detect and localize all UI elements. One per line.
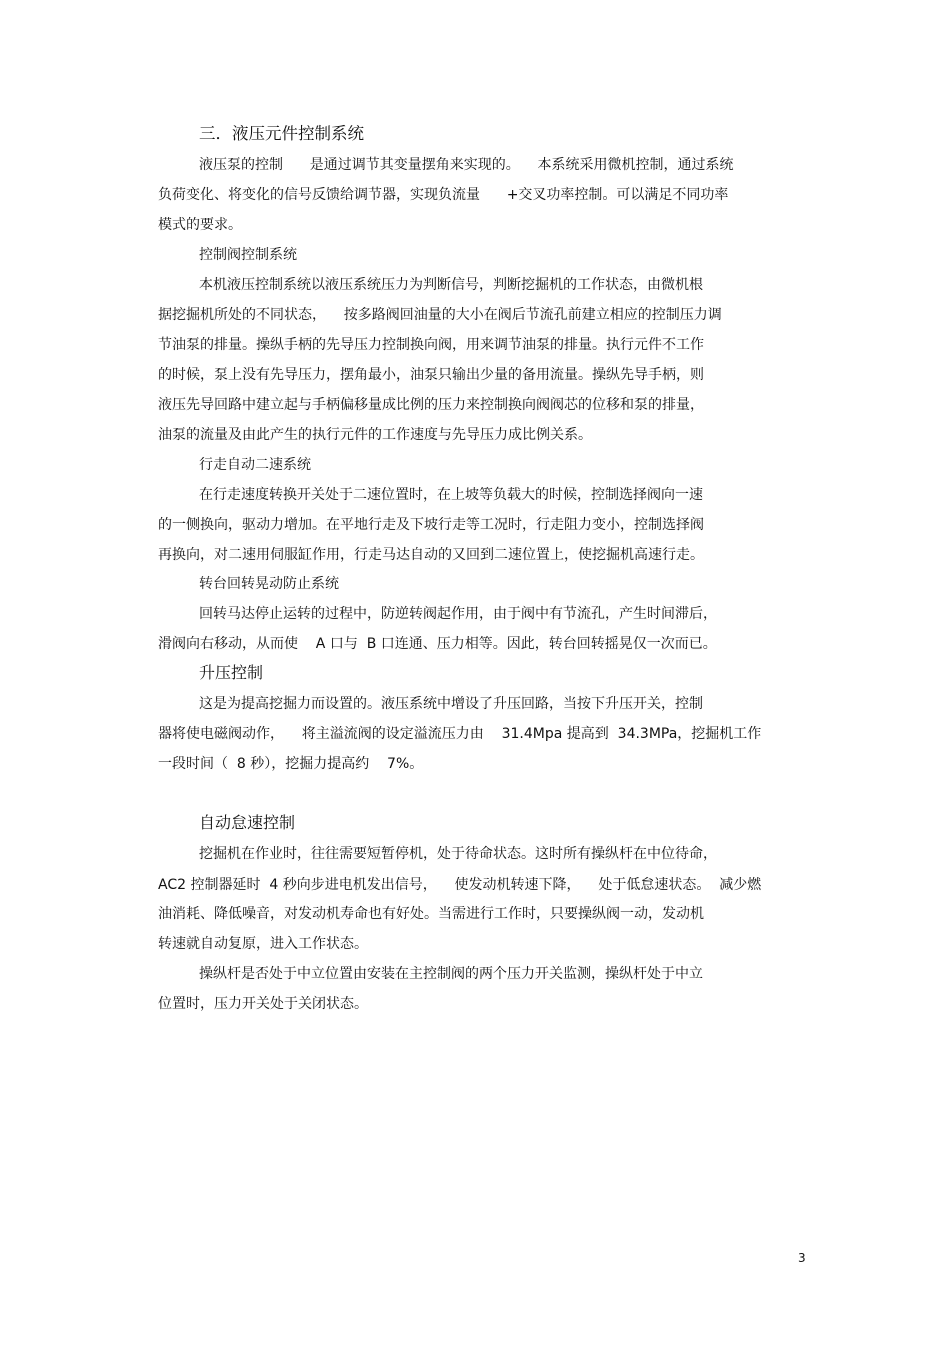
page-number: 3 [798,1251,806,1265]
valve-paragraph-line: 油泵的流量及由此产生的执行元件的工作速度与先导压力成比例关系。 [158,427,592,443]
boost-paragraph-line: 器将使电磁阀动作， 将主溢流阀的设定溢流压力由 31.4Mpa 提高到 34.3MPa，挖掘机工作 [158,726,762,742]
boost-paragraph-line: 一段时间（ 8 秒），挖掘力提高约 7%。 [158,756,424,772]
pump-paragraph-line: 负荷变化、将变化的信号反馈给调节器，实现负流量 +交叉功率控制。可以满足不同功率 [158,187,729,203]
lever-paragraph-line: 位置时，压力开关处于关闭状态。 [158,996,368,1012]
pump-paragraph-line: 液压泵的控制 是通过调节其变量摆角来实现的。 本系统采用微机控制，通过系统 [199,157,734,173]
valve-paragraph-line: 据挖掘机所处的不同状态， 按多路阀回油量的大小在阀后节流孔前建立相应的控制压力调 [158,307,722,323]
boost-heading: 升压控制 [199,663,264,682]
swing-paragraph-line: 回转马达停止运转的过程中，防逆转阀起作用，由于阀中有节流孔，产生时间滞后， [199,606,717,622]
idle-paragraph-line: 挖掘机在作业时，往往需要短暂停机，处于待命状态。这时所有操纵杆在中位待命， [199,846,717,862]
valve-paragraph-line: 液压先导回路中建立起与手柄偏移量成比例的压力来控制换向阀阀芯的位移和泵的排量， [158,397,704,413]
valve-paragraph-line: 节油泵的排量。操纵手柄的先导压力控制换向阀，用来调节油泵的排量。执行元件不工作 [158,337,704,353]
travel-heading: 行走自动二速系统 [199,457,311,473]
pump-paragraph-line: 模式的要求。 [158,217,242,233]
idle-heading: 自动怠速控制 [199,813,296,832]
travel-paragraph-line: 再换向，对二速用伺服缸作用，行走马达自动的又回到二速位置上，使挖掘机高速行走。 [158,547,704,563]
idle-paragraph-line: AC2 控制器延时 4 秒向步进电机发出信号， 使发动机转速下降， 处于低怠速状态。 减少燃 [158,877,762,893]
valve-control-heading: 控制阀控制系统 [199,247,297,263]
travel-paragraph-line: 在行走速度转换开关处于二速位置时，在上坡等负载大的时候，控制选择阀向一速 [199,487,703,503]
boost-paragraph-line: 这是为提高挖掘力而设置的。液压系统中增设了升压回路，当按下升压开关，控制 [199,696,703,712]
valve-paragraph-line: 的时候，泵上没有先导压力，摆角最小，油泵只输出少量的备用流量。操纵先导手柄，则 [158,367,704,383]
idle-paragraph-line: 转速就自动复原，进入工作状态。 [158,936,368,952]
section-heading: 三．液压元件控制系统 [199,124,364,143]
lever-paragraph-line: 操纵杆是否处于中立位置由安装在主控制阀的两个压力开关监测，操纵杆处于中立 [199,966,703,982]
swing-paragraph-line: 滑阀向右移动，从而使 A 口与 B 口连通、压力相等。因此，转台回转摇晃仅一次而已。 [158,636,717,652]
idle-paragraph-line: 油消耗、降低噪音，对发动机寿命也有好处。当需进行工作时，只要操纵阀一动，发动机 [158,906,704,922]
swing-heading: 转台回转晃动防止系统 [199,576,339,592]
valve-paragraph-line: 本机液压控制系统以液压系统压力为判断信号，判断挖掘机的工作状态，由微机根 [199,277,703,293]
travel-paragraph-line: 的一侧换向，驱动力增加。在平地行走及下坡行走等工况时，行走阻力变小，控制选择阀 [158,517,704,533]
